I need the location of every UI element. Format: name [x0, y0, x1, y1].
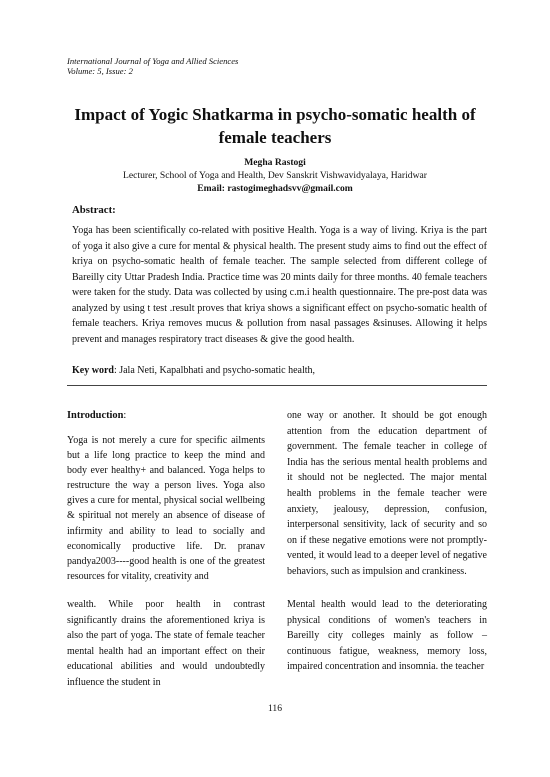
intro-right-paragraph-2: Mental health would lead to the deteriorating physical conditions of women's teachers in Bareilly city colleges mainly as follow – continuous fatigue, weakness, memory loss, impaired concentration and insomnia. the teacher [287, 599, 487, 673]
introduction-heading-text: Introduction [67, 410, 124, 421]
journal-issue: Volume: 5, Issue: 2 [67, 66, 133, 76]
journal-name: International Journal of Yoga and Allied Sciences [67, 56, 239, 66]
intro-left-paragraph-2: wealth. While poor health in contrast significantly drains the aforementioned kriya is also the part of yoga. The state of female teacher mental health had an important effect on their educational abilities and would undoubtedly influence the student in [67, 599, 265, 688]
introduction-heading [67, 410, 126, 421]
abstract-body: Yoga has been scientifically co-related with positive Health. Yoga is a way of living. Kriya is the part of yoga it also give a cure for mental & physical health. The present study aims to find out the effect of kriya on psycho-somatic health of female teacher. The sample selected from different college of Bareilly city Uttar Pradesh India. Practice time was 20 mints daily for three months. 40 female teachers were taken for the study. Data was collected by using c.m.i health questionnaire. The pre-post data was analyzed by using t test .result proves that kriya shows a significant effect on psycho-somatic health of female teachers. Kriya removes mucus & pollution from nasal passages &sinuses. Allowing it helps prevent and manages respiratory tract diseases & give the good health. [72, 225, 487, 345]
keywords-text: : Jala Neti, Kapalbhati and psycho-somatic health, [113, 365, 316, 376]
intro-left-paragraph-1: Yoga is not merely a cure for specific ailments but a life long practice to keep the mind and body ever healthy+ and balanced. Yoga helps to restructure the way a person lives. Yoga also gives a cure for mental, physical social wellbeing & spiritual not merely an absence of disease of infirmity and ability to lead to socially and economically productive life. Dr. pranav pandya2003----good health is one of the greatest resources for vitality, creativity and [67, 435, 265, 582]
journal-header [67, 56, 238, 76]
keywords-label: Key word [72, 365, 114, 376]
article-title: Impact of Yogic Shatkarma in psycho-somatic health of female teachers [74, 105, 476, 147]
keywords-line [72, 365, 315, 376]
intro-right-paragraph-1: one way or another. It should be got enough attention from the education department of government. The female teacher in college of India has the serious mental health problems and it should not be neglected. The major mental health problems in the female teacher were anxiety, jealousy, depression, confusion, interpersonal sensitivity, lack of security and so on if these negative emotions were not promptly-vented, it would lead to a deeper level of negative behaviors, such as impulsion and crankiness. [287, 410, 487, 577]
author-name: Megha Rastogi [244, 157, 306, 168]
introduction-heading-colon: : [123, 410, 127, 421]
abstract-heading: Abstract: [72, 204, 116, 216]
author-affiliation: Lecturer, School of Yoga and Health, Dev Sanskrit Vishwavidyalaya, Haridwar [123, 170, 427, 181]
author-email: Email: rastogimeghadsvv@gmail.com [197, 183, 353, 194]
page-number: 116 [267, 703, 283, 714]
section-divider [67, 385, 487, 386]
